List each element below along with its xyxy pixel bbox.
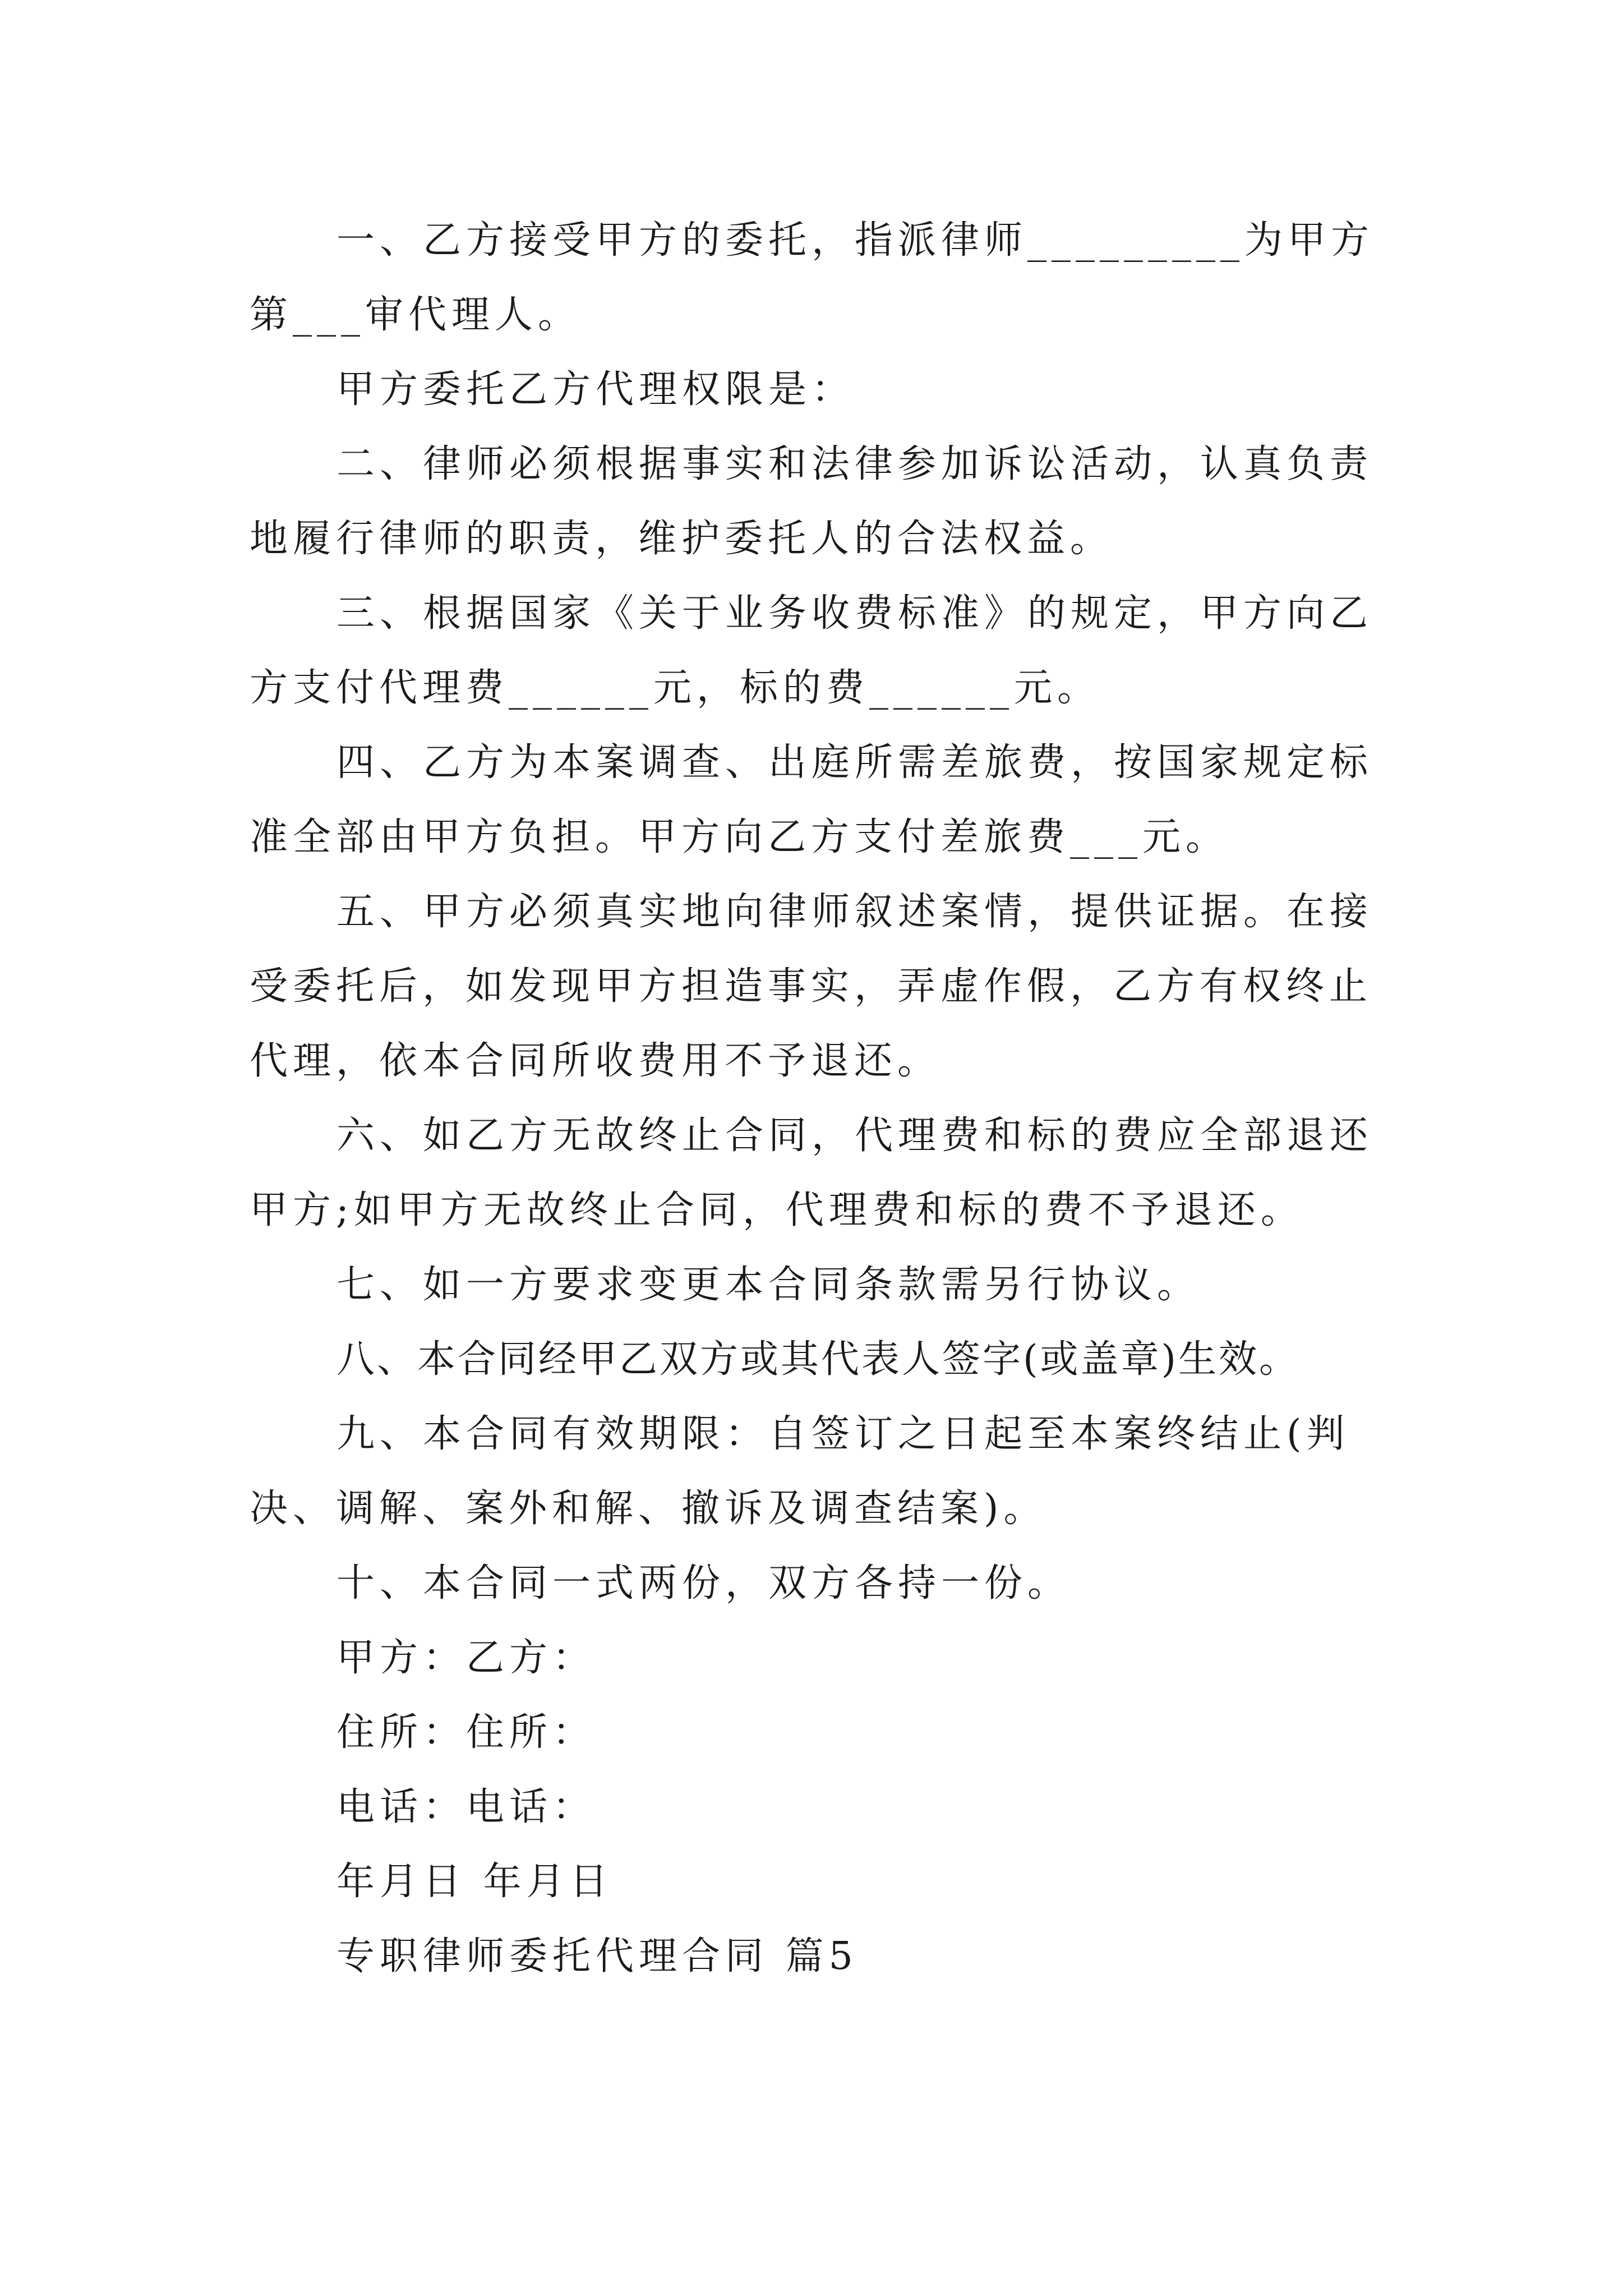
clause-9: 九、本合同有效期限：自签订之日起至本案终结止(判决、调解、案外和解、撤诉及调查结案)。 [250,1412,1350,1531]
signature-date: 年月日 年月日 [336,1860,613,1904]
authority-intro: 甲方委托乙方代理权限是： [336,367,855,412]
clause-6: 六、如乙方无故终止合同，代理费和标的费应全部退还甲方;如甲方无故终止合同，代理费和标的费不予退还。 [250,1114,1373,1232]
signature-phone: 电话：电话： [336,1785,596,1829]
clause-2: 二、律师必须根据事实和法律参加诉讼活动，认真负责地履行律师的职责，维护委托人的合法权益。 [250,442,1373,561]
section-heading: 专职律师委托代理合同 篇5 [336,1934,858,1978]
clause-5: 五、甲方必须真实地向律师叙述案情，提供证据。在接受委托后，如发现甲方担造事实，弄虚作假，乙方有权终止代理，依本合同所收费用不予退还。 [250,890,1373,1083]
document-body [250,203,1394,1994]
clause-3: 三、根据国家《关于业务收费标准》的规定，甲方向乙方支付代理费______元，标的费______元。 [250,591,1373,710]
clause-8: 八、本合同经甲乙双方或其代表人签字(或盖章)生效。 [336,1337,1300,1382]
clause-1: 一、乙方接受甲方的委托，指派律师_________为甲方第___审代理人。 [250,218,1375,337]
clause-7: 七、如一方要求变更本合同条款需另行协议。 [336,1263,1201,1307]
signature-address: 住所：住所： [336,1710,596,1755]
clause-10: 十、本合同一式两份，双方各持一份。 [336,1561,1071,1605]
signature-parties: 甲方：乙方： [336,1636,596,1680]
clause-4: 四、乙方为本案调查、出庭所需差旅费，按国家规定标准全部由甲方负担。甲方向乙方支付差旅费___元。 [250,740,1373,859]
